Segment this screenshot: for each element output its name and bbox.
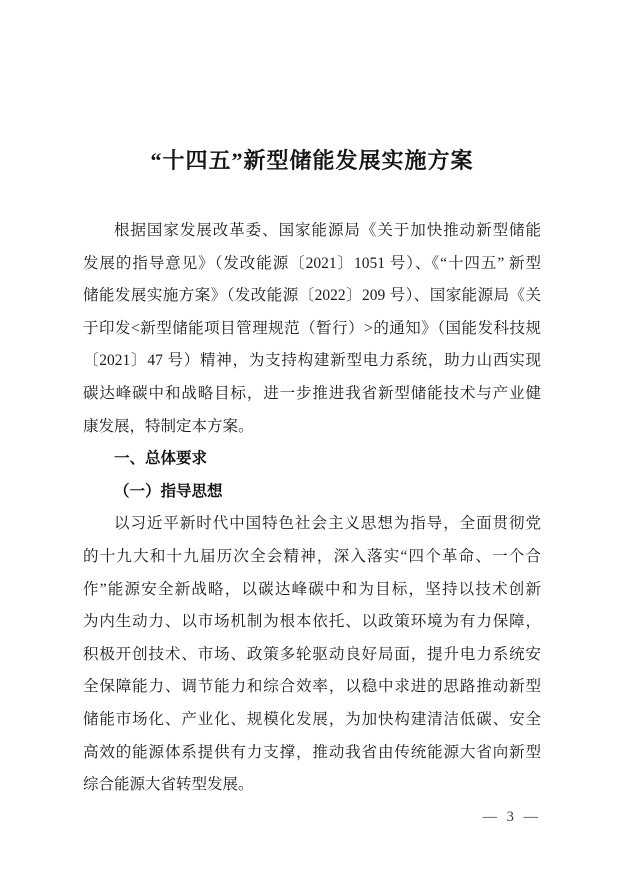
heading-line: （一）指导思想 <box>114 482 223 500</box>
body-line: 康发展，特制定本方案。 <box>83 417 254 435</box>
body-line: 综合能源大省转型发展。 <box>83 776 254 794</box>
body-line: 碳达峰碳中和战略目标，进一步推进我省新型储能技术与产业健 <box>83 384 541 402</box>
body-line: 全保障能力、调节能力和综合效率，以稳中求进的思路推动新型 <box>83 678 541 696</box>
body-line: 以习近平新时代中国特色社会主义思想为指导，全面贯彻党 <box>114 515 541 533</box>
body-line: 为内生动力、以市场机制为根本依托、以政策环境为有力保障， <box>83 613 541 631</box>
heading-line: 一、总体要求 <box>114 450 208 468</box>
body-line: 于印发<新型储能项目管理规范（暂行）>的通知》（国能发科技规 <box>83 319 541 337</box>
body-line: 高效的能源体系提供有力支撑，推动我省由传统能源大省向新型 <box>83 743 541 761</box>
body-line: 〔2021〕47 号）精神，为支持构建新型电力系统，助力山西实现 <box>83 352 541 370</box>
body-line: 积极开创技术、市场、政策多轮驱动良好局面，提升电力系统安 <box>83 645 541 663</box>
page-number: — 3 — <box>482 808 541 825</box>
body-line: 储能发展实施方案》（发改能源〔2022〕209 号）、国家能源局《关 <box>83 287 541 305</box>
document-title: “十四五”新型储能发展实施方案 <box>150 148 474 173</box>
body-line: 发展的指导意见》（发改能源〔2021〕1051 号）、《“十四五” 新型 <box>83 254 541 272</box>
body-line: 的十九大和十九届历次全会精神，深入落实“四个革命、一个合 <box>83 547 541 565</box>
body-line: 储能市场化、产业化、规模化发展，为加快构建清洁低碳、安全 <box>83 710 541 728</box>
body-line: 根据国家发展改革委、国家能源局《关于加快推动新型储能 <box>114 222 541 239</box>
body-line: 作”能源安全新战略，以碳达峰碳中和为目标，坚持以技术创新 <box>83 580 541 598</box>
document-body <box>83 215 541 802</box>
